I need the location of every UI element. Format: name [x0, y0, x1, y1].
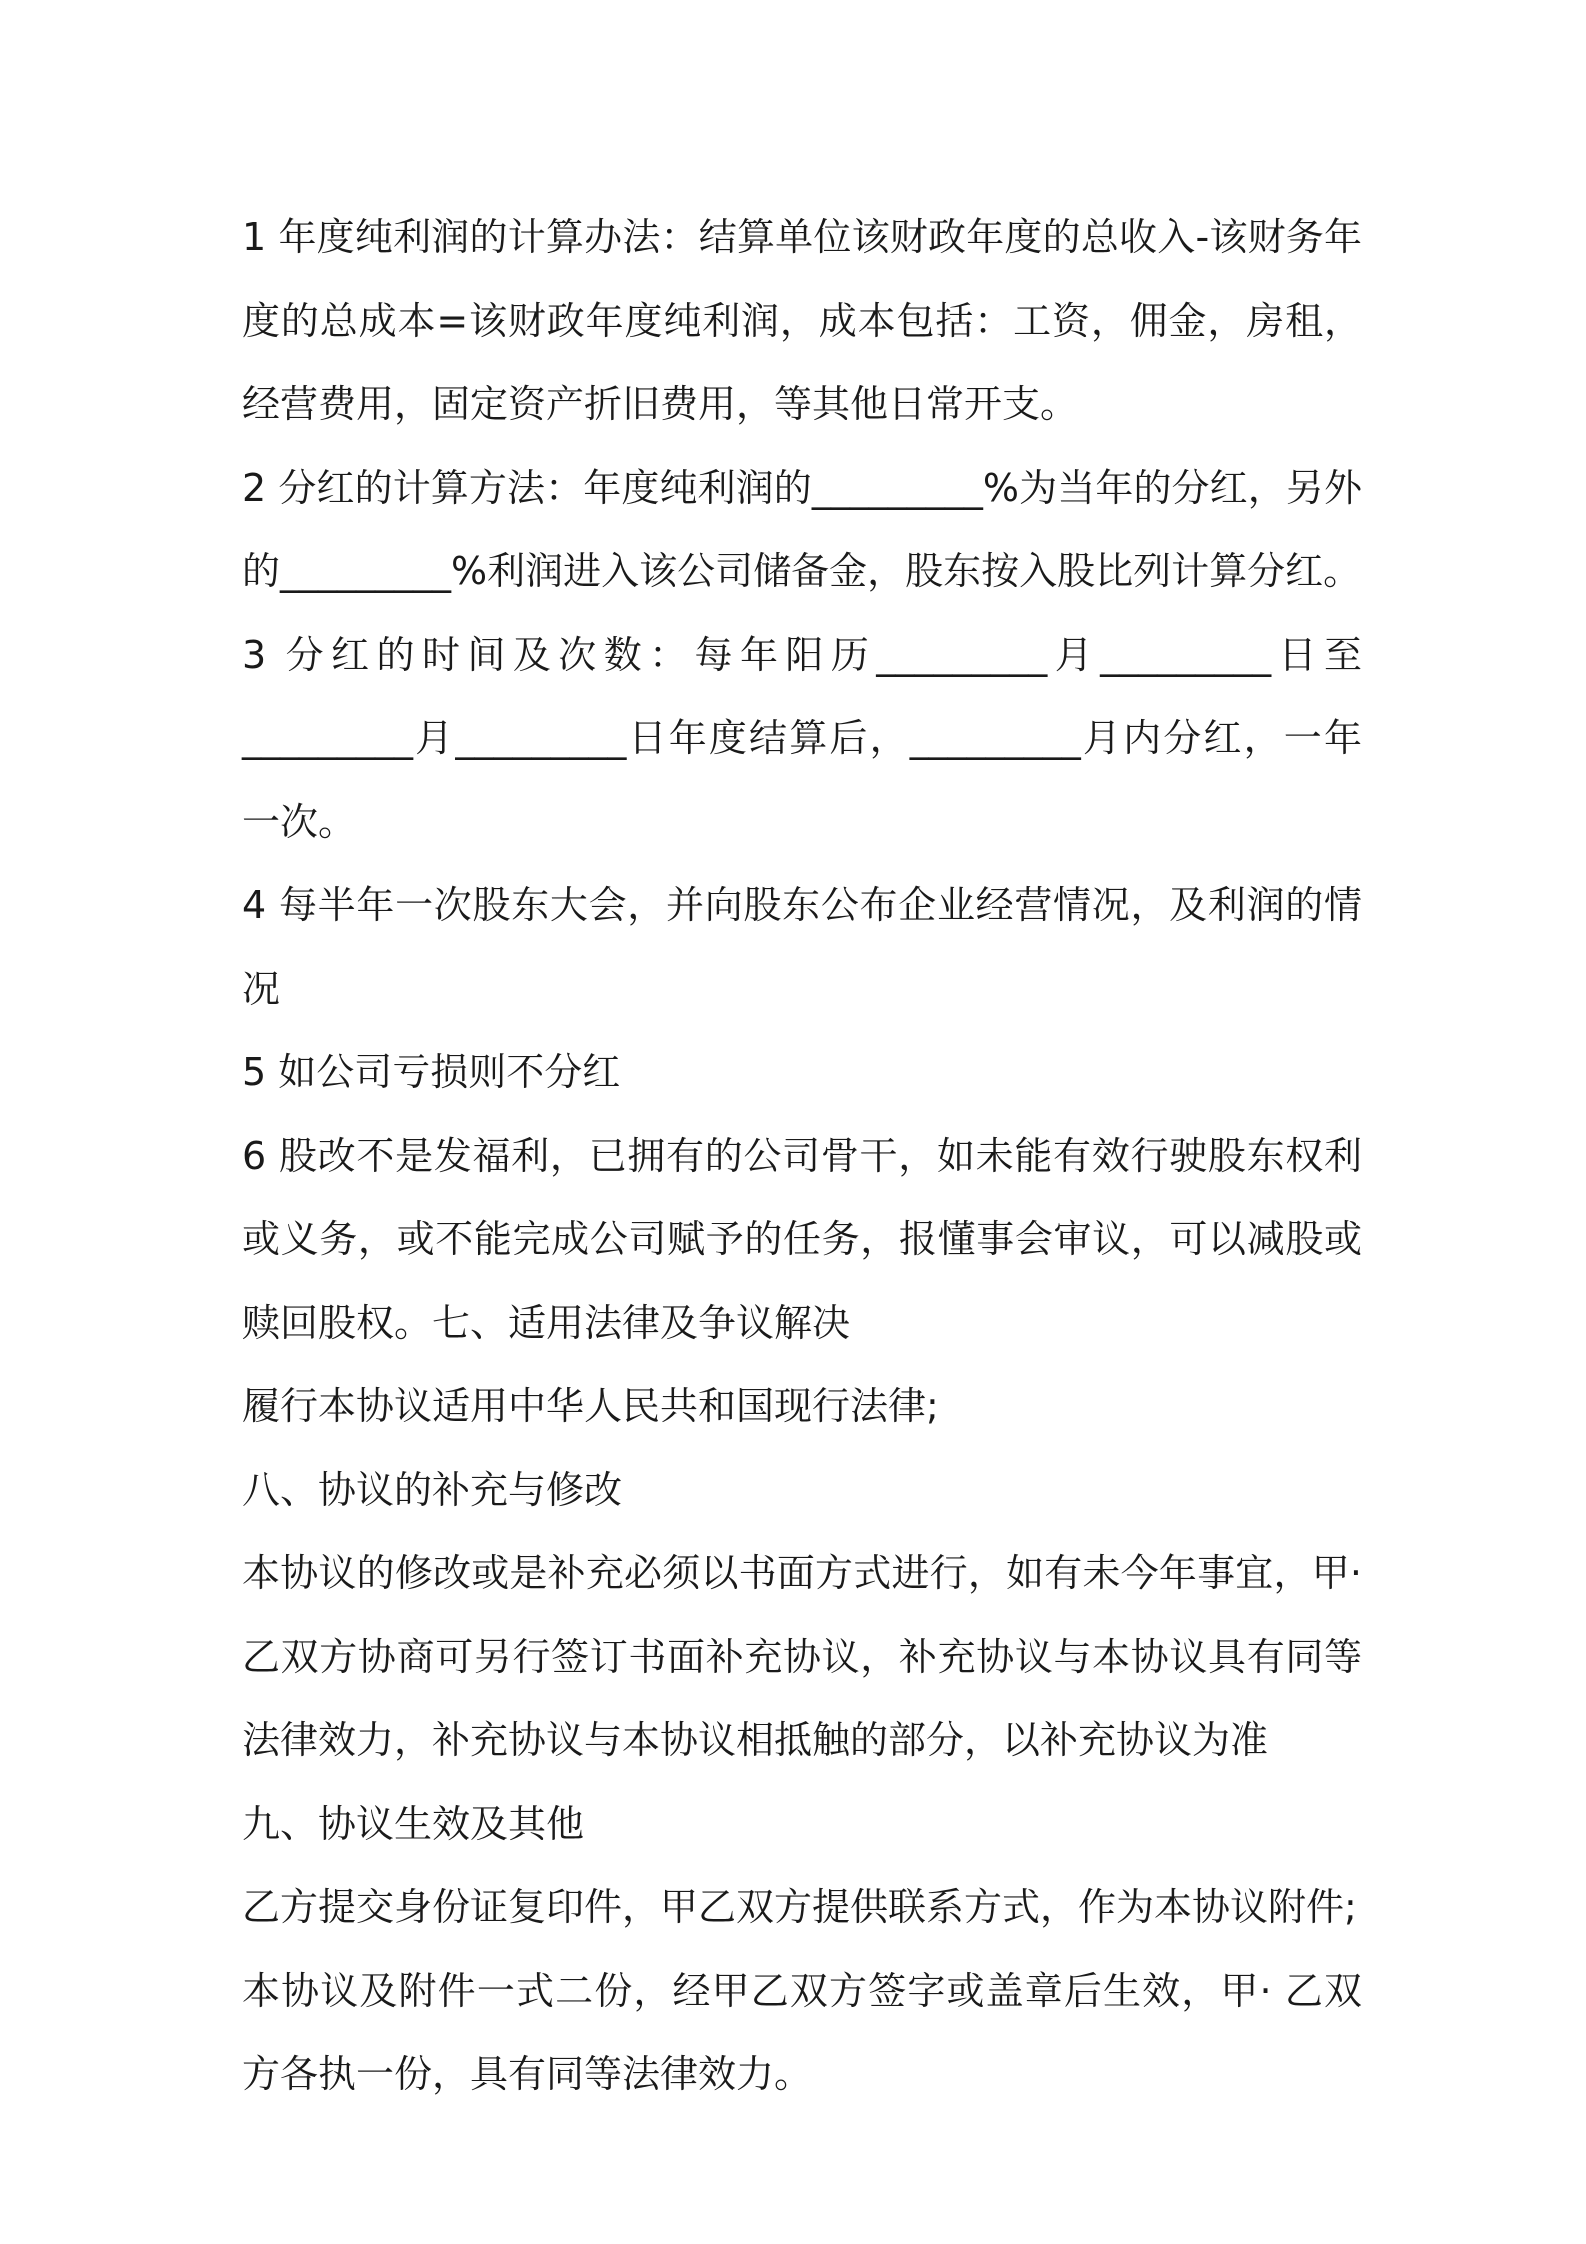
paragraph-equity-reform: 6 股改不是发福利，已拥有的公司骨干，如未能有效行驶股东权利或义务，或不能完成公司赋予的任务，报懂事会审议，可以减股或赎回股权。七、适用法律及争议解决 — [242, 1133, 1362, 1345]
paragraph-dividend-method: 2 分红的计算方法：年度纯利润的_________%为当年的分红，另外的_________%利润进入该公司储备金，股东按入股比列计算分红。 — [242, 465, 1362, 593]
paragraph-amendment: 本协议的修改或是补充必须以书面方式进行，如有未今年事宜，甲·乙双方协商可另行签订书面补充协议，补充协议与本协议具有同等法律效力，补充协议与本协议相抵触的部分，以补充协议为准 — [242, 1551, 1362, 1762]
paragraph-applicable-law: 履行本协议适用中华人民共和国现行法律; — [242, 1384, 939, 1428]
paragraph-dividend-schedule: 3 分红的时间及次数：每年阳历_________月_________日至_________月_________日年度结算后，_________月内分红，一年一次。 — [242, 632, 1362, 844]
paragraph-copies: 本协议及附件一式二份，经甲乙双方签字或盖章后生效，甲· 乙双方各执一份，具有同等法律效力。 — [242, 1968, 1362, 2096]
paragraph-loss-rule: 5 如公司亏损则不分红 — [242, 1050, 621, 1094]
paragraph-shareholder-meeting: 4 每半年一次股东大会，并向股东公布企业经营情况，及利润的情况 — [242, 883, 1362, 1011]
section-heading-amendment: 八、协议的补充与修改 — [242, 1467, 623, 1512]
paragraph-profit-calculation: 1 年度纯利润的计算办法：结算单位该财政年度的总收入-该财务年度的总成本=该财政年度纯利润，成本包括：工资，佣金，房租，经营费用，固定资产折旧费用，等其他日常开支。 — [242, 215, 1362, 426]
document-body — [242, 196, 1362, 2117]
section-heading-effectiveness: 九、协议生效及其他 — [242, 1801, 585, 1846]
paragraph-attachments: 乙方提交身份证复印件，甲乙双方提供联系方式，作为本协议附件; — [242, 1885, 1357, 1929]
